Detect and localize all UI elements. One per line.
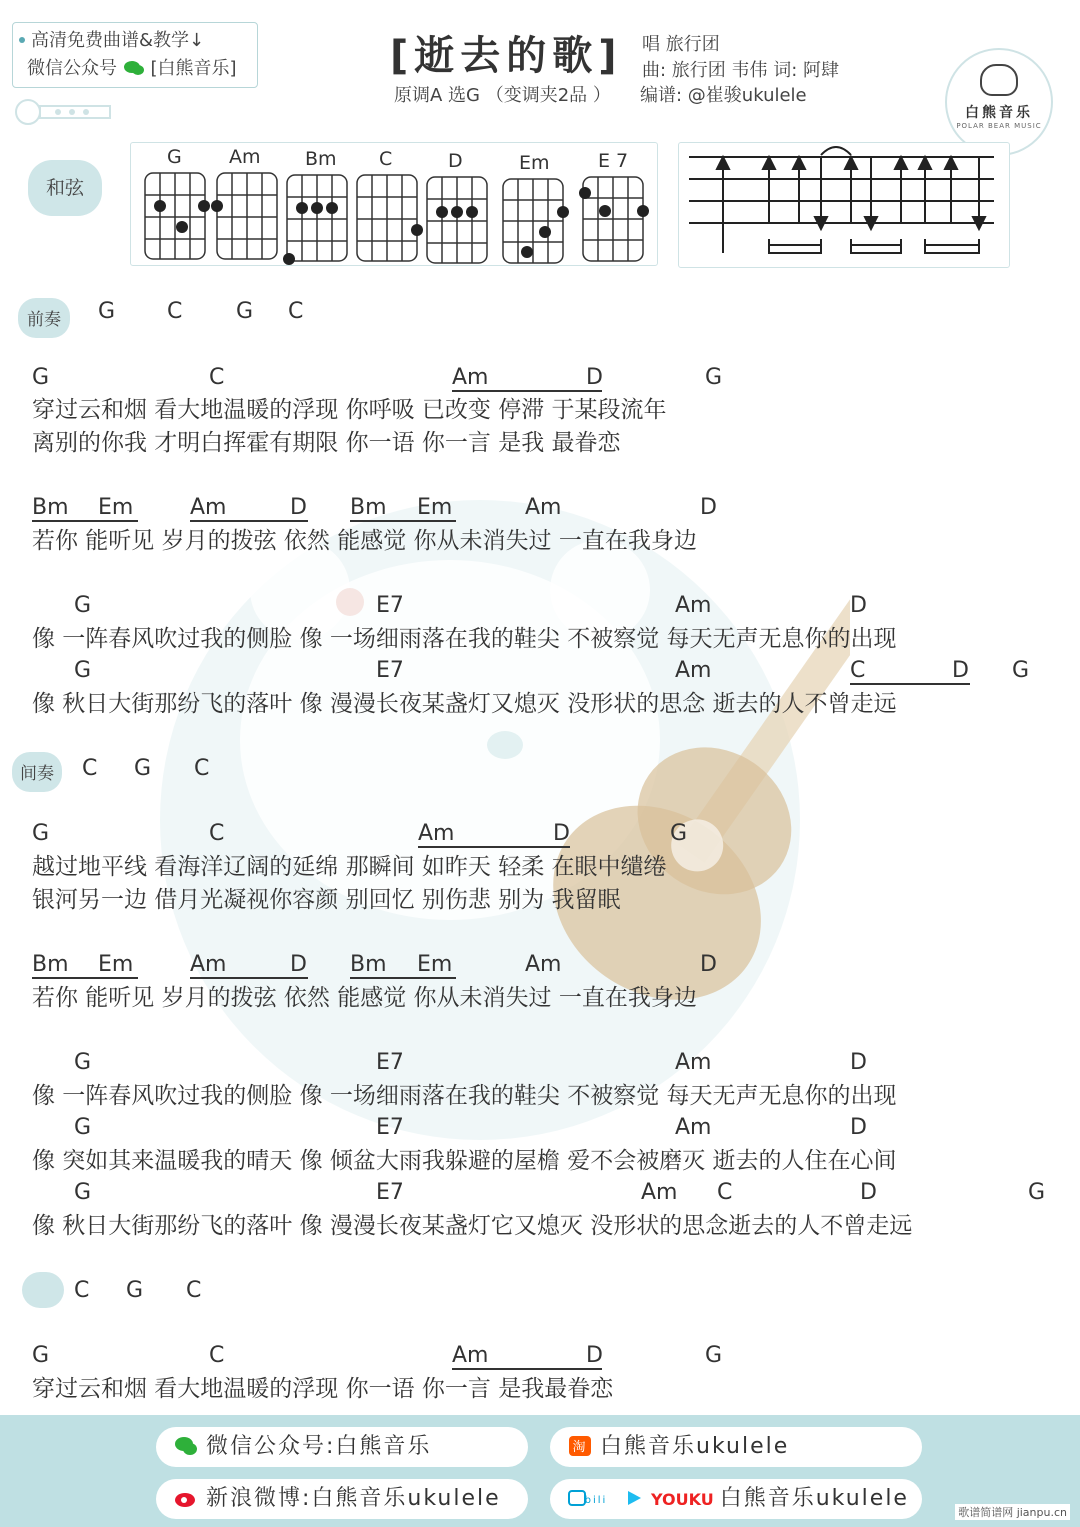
chord-underline (452, 390, 602, 392)
chord-underline (32, 977, 138, 979)
footer (0, 1415, 1080, 1527)
chord-label: G (32, 1343, 50, 1368)
brand-logo (945, 48, 1053, 156)
promo-line-2b: [白熊音乐] (150, 58, 237, 79)
chord-label: Em (98, 495, 134, 520)
chord-label: C (209, 1343, 225, 1368)
chord-label: D (290, 952, 307, 977)
weibo-text: 新浪微博:白熊音乐ukulele (206, 1486, 501, 1511)
chord-label: G (126, 1278, 144, 1303)
chord-label: Bm (350, 952, 387, 977)
promo-line-2: 微信公众号 (27, 58, 117, 79)
chord-label: C (167, 299, 183, 324)
logo-text: 白熊音乐 (965, 105, 1033, 121)
bullet-icon (19, 37, 25, 43)
chord-label: Am (525, 495, 562, 520)
chord-label: G (74, 658, 92, 683)
ukulele-deco-icon (12, 96, 122, 128)
chord-label: Bm (32, 495, 69, 520)
chord-label: Am (675, 593, 712, 618)
bear-icon (980, 64, 1018, 96)
chord-label: C (194, 756, 210, 781)
video-text: 白熊音乐ukulele (719, 1486, 909, 1511)
wechat-icon (123, 60, 145, 76)
svg-text:bili: bili (584, 1495, 608, 1506)
chord-label: G (705, 1343, 723, 1368)
chord-label: E7 (376, 1050, 404, 1075)
chord-name: C (379, 148, 393, 170)
bilibili-icon (568, 1487, 608, 1509)
chord-label: D (700, 952, 717, 977)
chord-diagrams (130, 142, 658, 266)
chord-label: G (1012, 658, 1030, 683)
chord-label: Em (417, 495, 453, 520)
chord-label: E7 (376, 1115, 404, 1140)
chord-label: Am (675, 1115, 712, 1140)
promo-box (12, 22, 258, 88)
wechat-pill[interactable] (156, 1427, 528, 1467)
chord-label: Bm (32, 952, 69, 977)
chord-label: D (586, 1343, 603, 1368)
chord-label: D (553, 821, 570, 846)
chord-label: Em (417, 952, 453, 977)
lyric-line: 银河另一边 借月光凝视你容颜 别回忆 别伤悲 别为 我留眠 (32, 887, 621, 913)
chord-label: G (705, 365, 723, 390)
chord-label: G (134, 756, 152, 781)
chord-label: D (700, 495, 717, 520)
chord-label: Am (641, 1180, 678, 1205)
weibo-pill[interactable] (156, 1479, 528, 1519)
weibo-icon (174, 1487, 198, 1509)
interlude-label: 间奏 (20, 764, 54, 784)
chord-label: G (74, 1115, 92, 1140)
chord-underline (190, 977, 308, 979)
chord-label: Am (675, 658, 712, 683)
chord-label: C (209, 821, 225, 846)
song-title: [逝去的歌] (390, 33, 623, 79)
chord-label: Am (675, 1050, 712, 1075)
chord-label: Am (452, 1343, 489, 1368)
key-info: 原调A 选G （变调夹2品 ） (394, 85, 611, 106)
chord-label: G (74, 593, 92, 618)
chord-label: E7 (376, 658, 404, 683)
promo-line-1: 高清免费曲谱&教学↓ (31, 30, 205, 51)
chord-label: Am (190, 495, 227, 520)
svg-text:淘: 淘 (572, 1440, 588, 1455)
chord-label: G (1028, 1180, 1046, 1205)
interlude-badge (12, 752, 62, 792)
chord-label: D (850, 1050, 867, 1075)
lyric-line: 穿过云和烟 看大地温暖的浮现 你一语 你一言 是我最眷恋 (32, 1376, 614, 1402)
site-watermark: 歌谱简谱网 jianpu.cn (955, 1504, 1070, 1520)
arranger: 编谱: @崔骏ukulele (640, 85, 807, 106)
chord-name: D (448, 150, 463, 172)
lyric-line: 越过地平线 看海洋辽阔的延绵 那瞬间 如昨天 轻柔 在眼中缱绻 (32, 854, 667, 880)
chord-underline (452, 1368, 602, 1370)
lyric-line: 像 突如其来温暖我的晴天 像 倾盆大雨我躲避的屋檐 爱不会被磨灭 逝去的人住在心间 (32, 1148, 897, 1174)
chord-label: C (717, 1180, 733, 1205)
credits: 曲: 旅行团 韦伟 词: 阿肆 (642, 60, 840, 81)
chord-underline (350, 520, 456, 522)
lyric-line: 像 秋日大街那纷飞的落叶 像 漫漫长夜某盏灯它又熄灭 没形状的思念逝去的人不曾走远 (32, 1213, 913, 1239)
chord-underline (850, 683, 970, 685)
chord-label: G (74, 1180, 92, 1205)
chord-name: G (167, 146, 182, 168)
lyric-line: 若你 能听见 岁月的拨弦 依然 能感觉 你从未消失过 一直在我身边 (32, 985, 697, 1011)
chord-underline (350, 977, 456, 979)
chord-label: D (952, 658, 969, 683)
lyric-line: 离别的你我 才明白挥霍有期限 你一语 你一言 是我 最眷恋 (32, 430, 621, 456)
chord-label: E7 (376, 593, 404, 618)
chord-label: C (209, 365, 225, 390)
chord-grid-graphics (131, 143, 657, 265)
singer: 唱 旅行团 (642, 34, 720, 55)
background-bear-watermark (120, 490, 850, 1170)
chord-label: Am (452, 365, 489, 390)
video-pill[interactable] (550, 1479, 922, 1519)
chords-badge (28, 160, 102, 216)
chord-label: Bm (350, 495, 387, 520)
chord-label: D (586, 365, 603, 390)
chord-label: C (186, 1278, 202, 1303)
intro-label: 前奏 (27, 310, 61, 330)
chord-label: Am (190, 952, 227, 977)
chord-label: C (850, 658, 866, 683)
chord-label: G (98, 299, 116, 324)
chord-name: Em (519, 152, 550, 174)
chord-underline (418, 846, 570, 848)
taobao-text: 白熊音乐ukulele (600, 1434, 790, 1459)
chord-label: C (74, 1278, 90, 1303)
wechat-text: 微信公众号:白熊音乐 (206, 1434, 432, 1459)
chord-label: G (670, 821, 688, 846)
chord-name: Bm (305, 148, 337, 170)
lyric-line: 穿过云和烟 看大地温暖的浮现 你呼吸 已改变 停滞 于某段流年 (32, 397, 667, 423)
chord-underline (32, 520, 138, 522)
chord-label: G (236, 299, 254, 324)
outro-badge (22, 1272, 64, 1308)
chord-label: D (860, 1180, 877, 1205)
chord-name: Am (229, 146, 261, 168)
chord-label: Em (98, 952, 134, 977)
chord-label: C (288, 299, 304, 324)
chord-underline (190, 520, 308, 522)
lyric-line: 像 一阵春风吹过我的侧脸 像 一场细雨落在我的鞋尖 不被察觉 每天无声无息你的出现 (32, 626, 897, 652)
chord-label: Am (418, 821, 455, 846)
chord-label: C (82, 756, 98, 781)
lyric-line: 像 一阵春风吹过我的侧脸 像 一场细雨落在我的鞋尖 不被察觉 每天无声无息你的出现 (32, 1083, 897, 1109)
taobao-icon (568, 1435, 592, 1457)
youku-logo-text: YOUKU (651, 1490, 714, 1509)
lyric-line: 像 秋日大街那纷飞的落叶 像 漫漫长夜某盏灯又熄灭 没形状的思念 逝去的人不曾走远 (32, 691, 897, 717)
chord-label: D (290, 495, 307, 520)
taobao-pill[interactable] (550, 1427, 922, 1467)
intro-badge (18, 298, 70, 338)
chord-label: G (32, 821, 50, 846)
lyric-line: 若你 能听见 岁月的拨弦 依然 能感觉 你从未消失过 一直在我身边 (32, 528, 697, 554)
chord-name: E 7 (598, 150, 629, 172)
logo-subtext: POLAR BEAR MUSIC (956, 122, 1042, 130)
chord-label: D (850, 1115, 867, 1140)
chord-label: Am (525, 952, 562, 977)
youku-play-icon (625, 1487, 643, 1509)
chord-label: G (74, 1050, 92, 1075)
chords-label: 和弦 (45, 177, 84, 199)
wechat-icon (174, 1435, 198, 1457)
strum-pattern (678, 142, 1010, 268)
chord-label: D (850, 593, 867, 618)
chord-label: E7 (376, 1180, 404, 1205)
chord-label: G (32, 365, 50, 390)
